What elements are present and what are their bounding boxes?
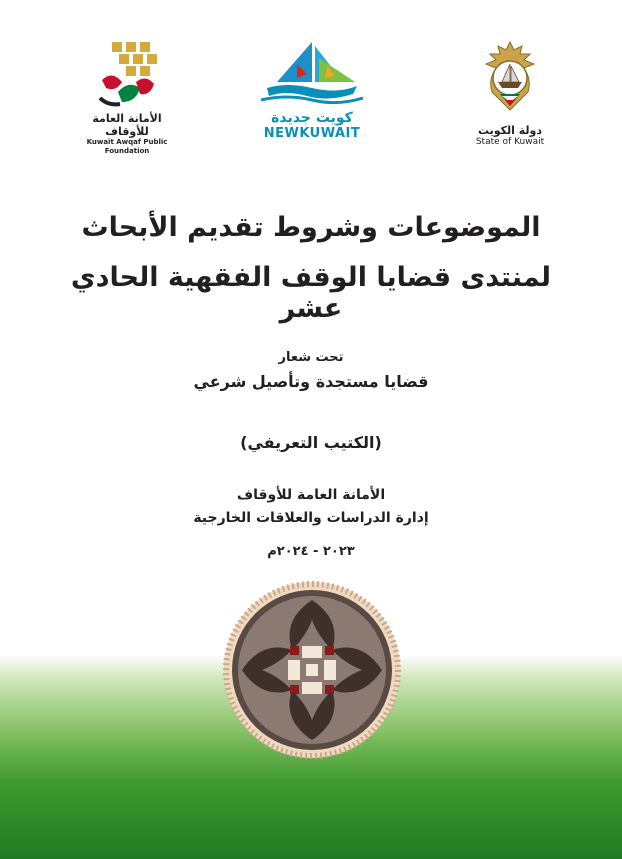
new-kuwait-logo xyxy=(252,38,372,141)
slogan-label: تحت شعار xyxy=(278,350,344,365)
slogan-text: قضايا مستجدة وتأصيل شرعي xyxy=(193,372,429,391)
dhow-sailboat-icon xyxy=(257,38,367,108)
awqaf-emblem-icon xyxy=(92,40,162,112)
department-name: إدارة الدراسات والعلاقات الخارجية xyxy=(193,510,429,526)
state-name-en: State of Kuwait xyxy=(475,137,545,147)
kuwait-coat-of-arms-icon xyxy=(474,40,546,122)
organization-name: الأمانة العامة للأوقاف xyxy=(236,487,386,503)
awqaf-logo xyxy=(72,40,182,156)
awqaf-name-ar: الأمانة العامة للأوقاف xyxy=(92,112,162,138)
academic-year: ٢٠٢٣ - ٢٠٢٤م xyxy=(267,544,355,559)
booklet-label: (الكتيب التعريفي) xyxy=(240,433,382,452)
awqaf-name-en: Kuwait Awqaf Public Foundation xyxy=(86,138,168,155)
state-name-ar: دولة الكويت xyxy=(477,124,543,137)
new-kuwait-name-en: NEWKUWAIT xyxy=(263,126,361,141)
new-kuwait-name-ar: كويت جديدة xyxy=(271,110,353,126)
main-title-line1: الموضوعات وشروط تقديم الأبحاث xyxy=(81,212,541,243)
forum-emblem-icon xyxy=(222,580,402,760)
main-title-line2: لمنتدى قضايا الوقف الفقهية الحادي عشر xyxy=(70,262,552,324)
state-of-kuwait-logo xyxy=(460,40,560,148)
